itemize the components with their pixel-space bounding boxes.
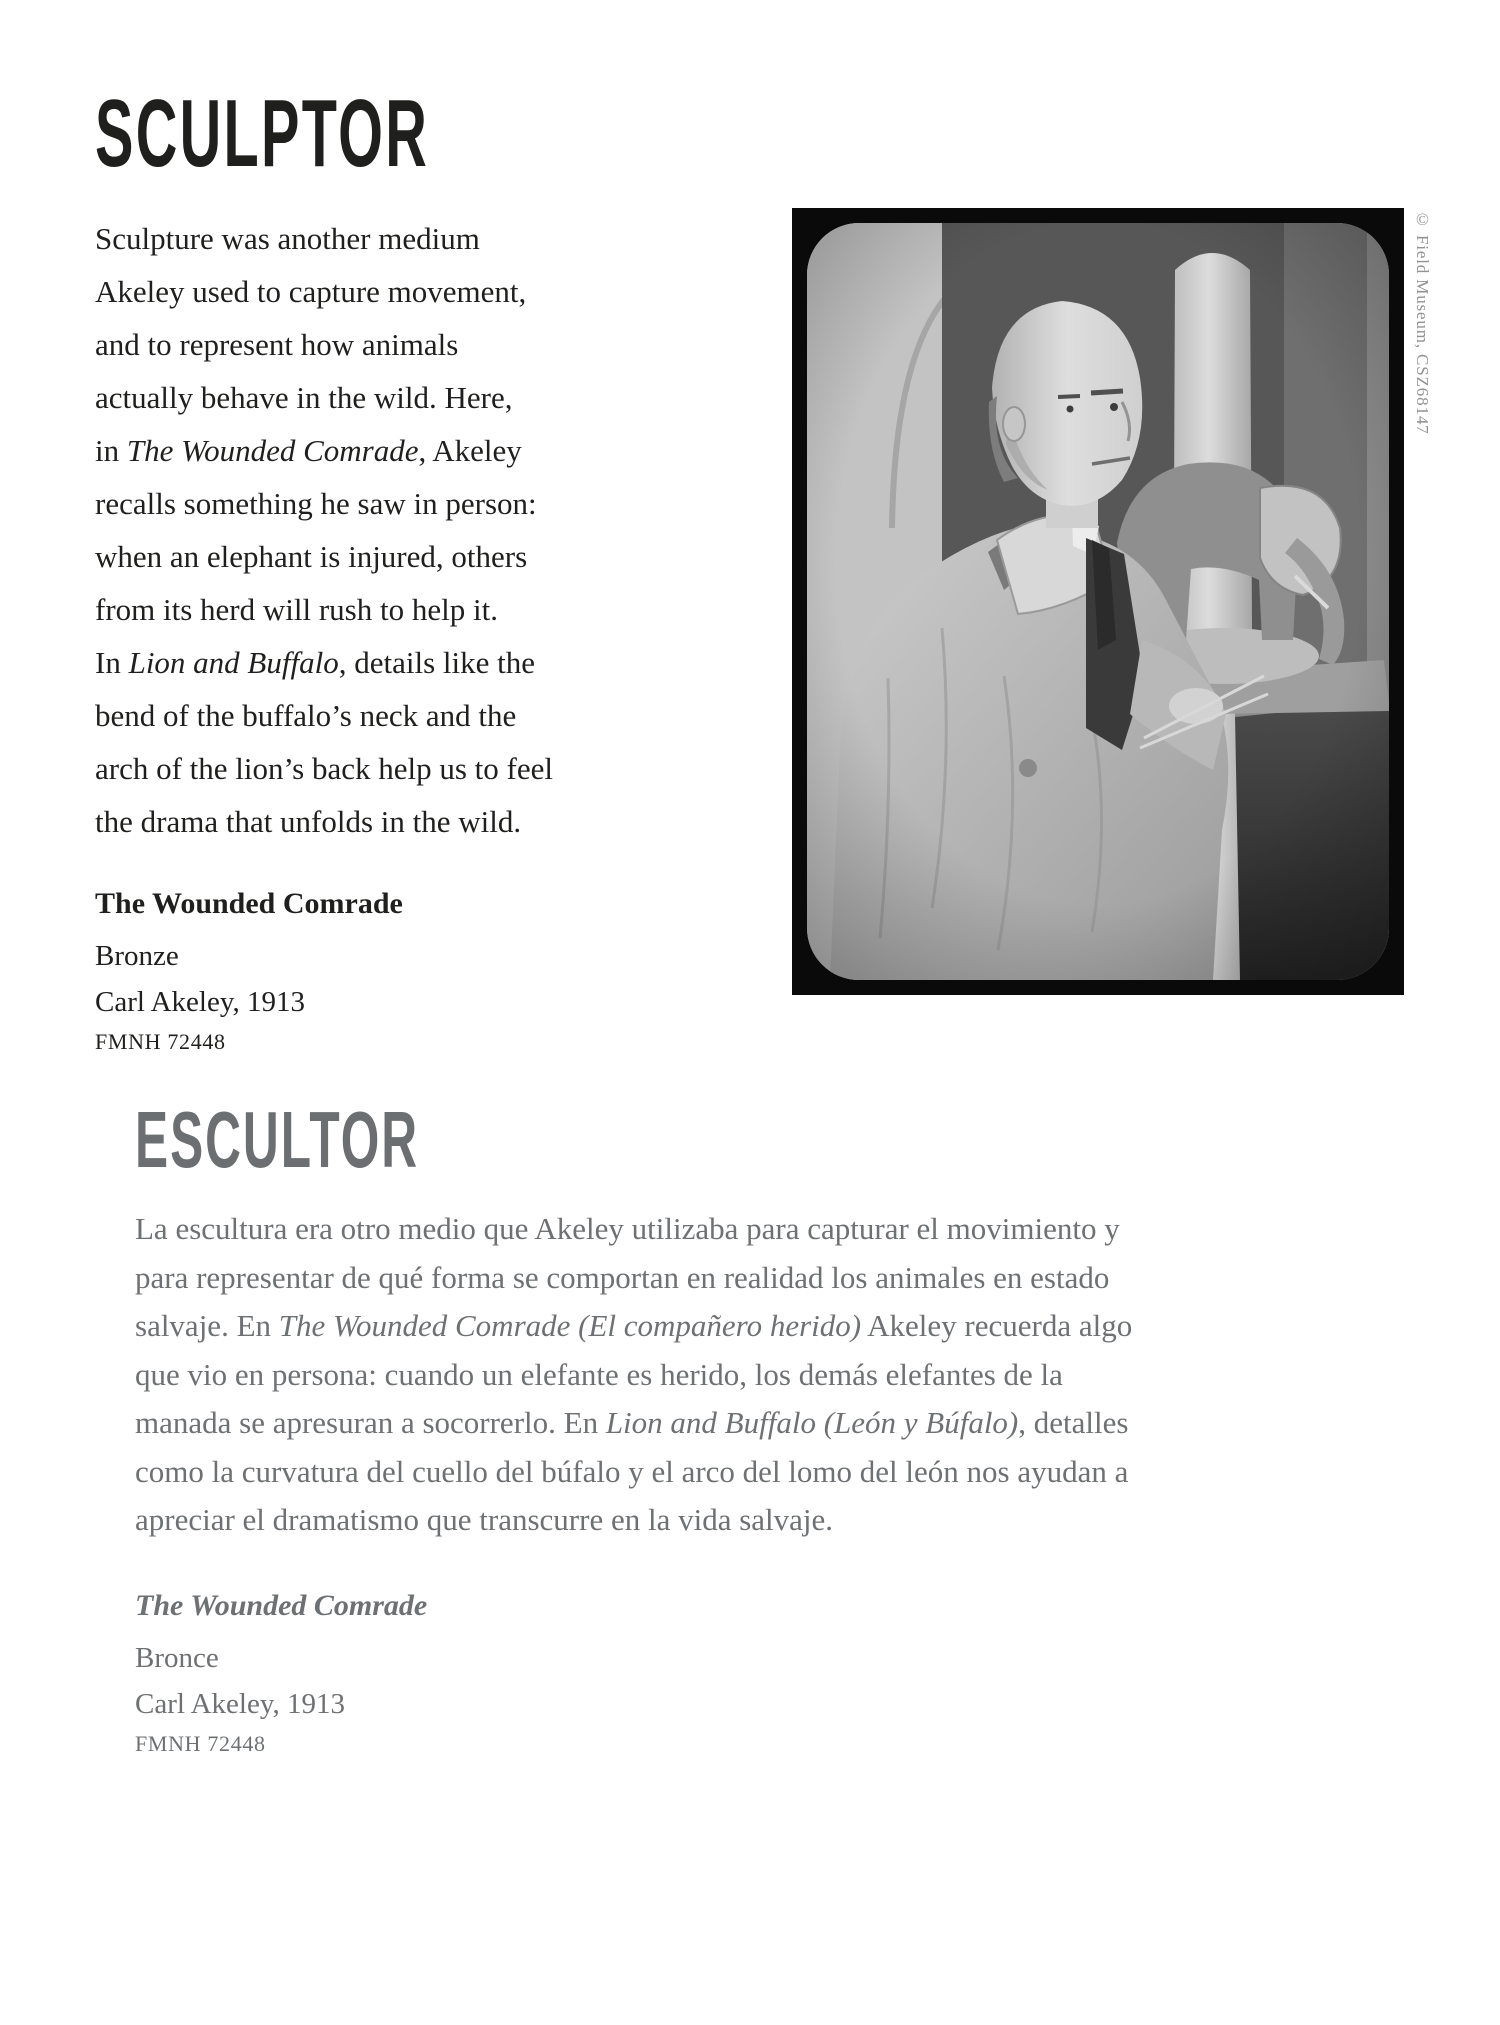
english-object-caption [95, 884, 403, 1059]
caption-catalog-number: FMNH 72448 [95, 1029, 226, 1054]
spanish-paragraph: La escultura era otro medio que Akeley utilizaba para capturar el movimiento y para representar de qué forma se comportan en realidad los animales en estado salvaje. En The Wounded Comrade (El compañero herido) Akeley recuerda algo que vio en persona: cuando un elefante es herido, los demás elefantes de la manada se apresuran a socorrerlo. En Lion and Buffalo (León y Búfalo), detalles como la curvatura del cuello del búfalo y el arco del lomo del león nos ayudan a apreciar el dramatismo que transcurre en la vida salvaje. [135, 1211, 1133, 1537]
caption-catalog-number: FMNH 72448 [135, 1731, 266, 1756]
page-title-english: SCULPTOR [95, 80, 430, 187]
photo-image [807, 223, 1404, 980]
spanish-object-caption [135, 1586, 427, 1761]
photo-vignette [807, 223, 1389, 980]
english-paragraph: Sculpture was another medium Akeley used to capture movement, and to represent how animals actually behave in the wild. Here, in The Wounded Comrade, Akeley recalls something he saw in person: when an elephant is injured, others from its herd will rush to help it. In Lion and Buffalo, details like the bend of the buffalo’s neck and the arch of the lion’s back help us to feel the drama that unfolds in the wild. [95, 221, 553, 839]
akeley-photo-illustration [792, 208, 1404, 995]
caption-title: The Wounded Comrade [135, 1589, 428, 1622]
caption-medium: Bronze [95, 940, 179, 972]
photo-frame [792, 208, 1404, 995]
caption-medium: Bronce [135, 1642, 219, 1674]
caption-artist: Carl Akeley, 1913 [95, 986, 305, 1018]
page-title-spanish: ESCULTOR [135, 1095, 420, 1184]
caption-title: The Wounded Comrade [95, 887, 403, 920]
caption-artist: Carl Akeley, 1913 [135, 1688, 345, 1720]
photo-credit: © Field Museum, CSZ68147 [1413, 210, 1432, 435]
